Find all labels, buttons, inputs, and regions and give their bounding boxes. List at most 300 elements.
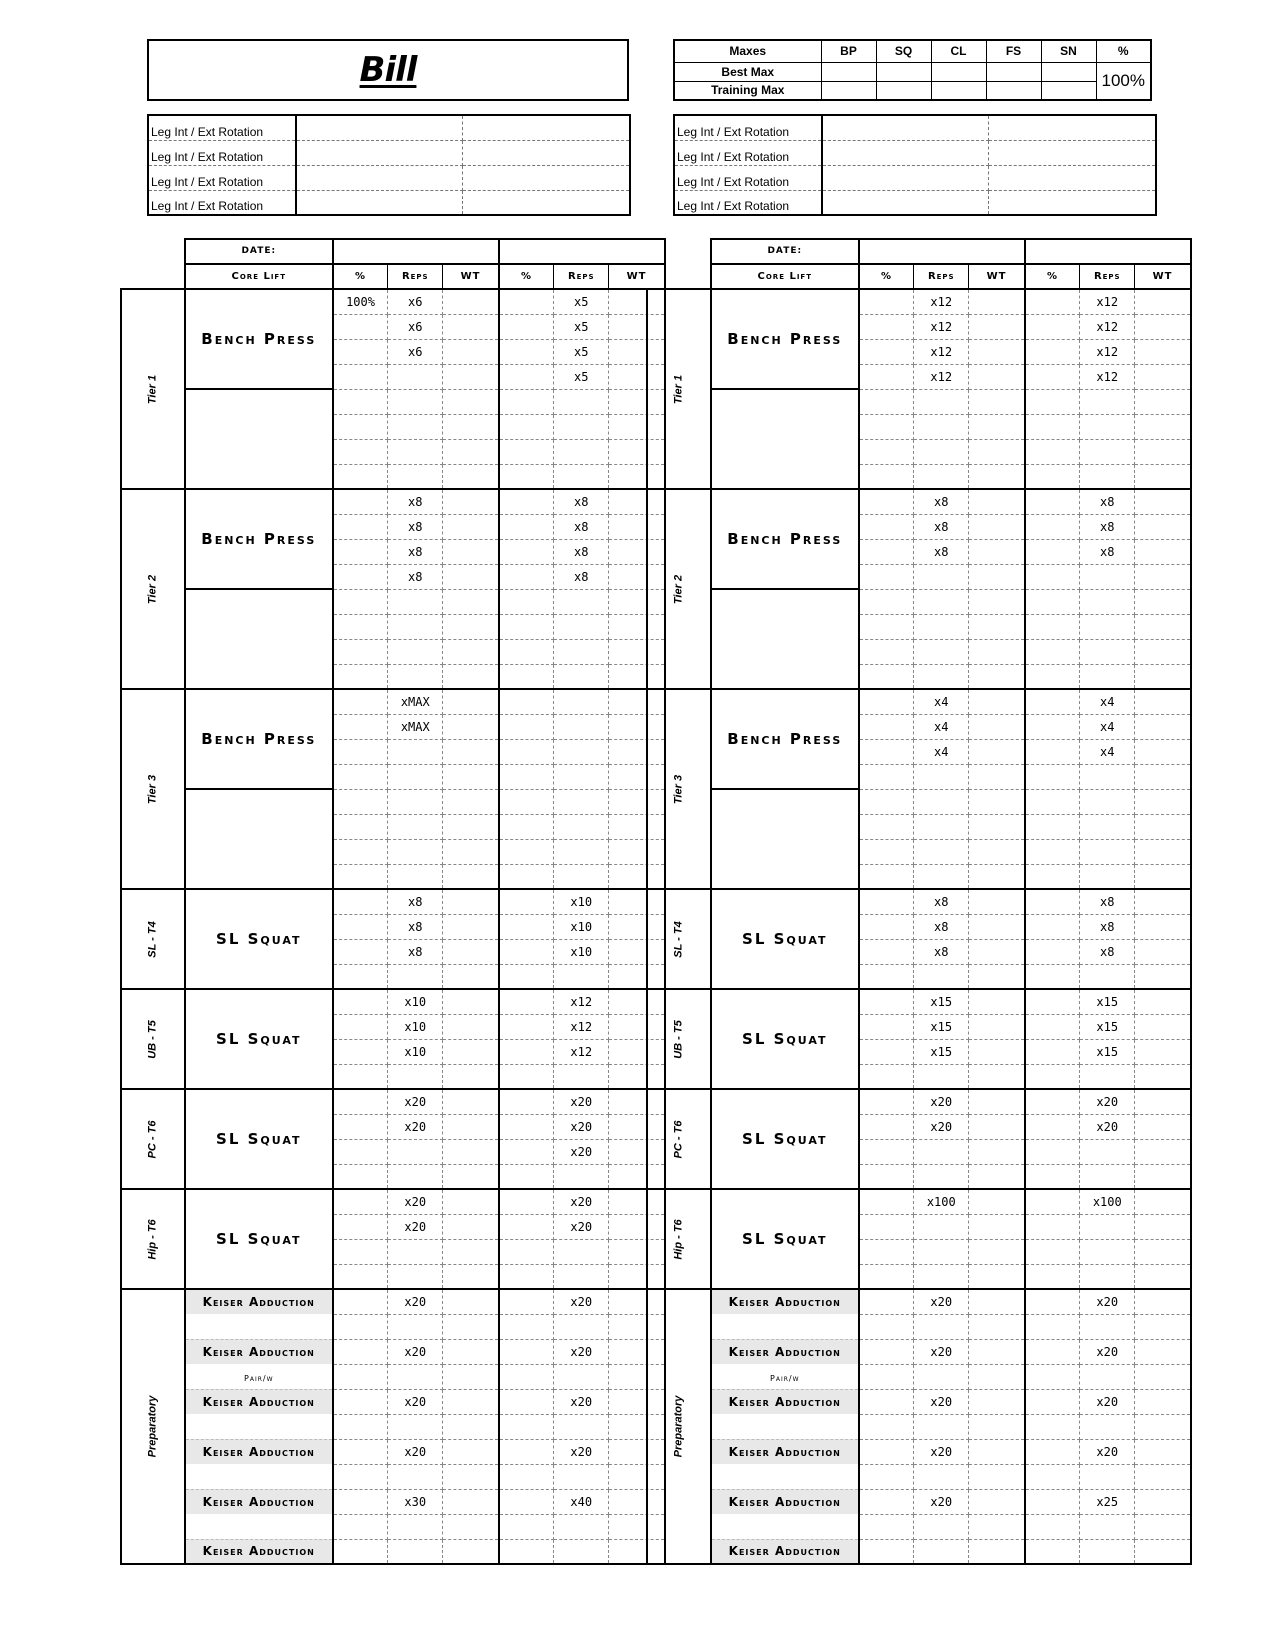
pct-cell[interactable] xyxy=(499,989,554,1014)
reps-cell[interactable] xyxy=(554,464,609,489)
wt-cell[interactable] xyxy=(1135,1364,1191,1389)
pct-cell[interactable] xyxy=(1025,939,1080,964)
rotation-cell[interactable] xyxy=(988,115,1156,140)
reps-cell[interactable] xyxy=(914,1214,969,1239)
reps-cell[interactable] xyxy=(914,564,969,589)
reps-cell[interactable] xyxy=(554,439,609,464)
reps-cell[interactable] xyxy=(1080,1264,1135,1289)
wt-cell[interactable] xyxy=(443,464,499,489)
wt-cell[interactable] xyxy=(969,1014,1025,1039)
reps-cell[interactable] xyxy=(388,1539,443,1564)
pct-cell[interactable] xyxy=(333,1464,388,1489)
wt-cell[interactable] xyxy=(443,1064,499,1089)
wt-cell[interactable] xyxy=(969,1339,1025,1364)
wt-cell[interactable] xyxy=(1135,1389,1191,1414)
reps-cell[interactable] xyxy=(388,864,443,889)
pct-cell[interactable] xyxy=(499,539,554,564)
reps-cell[interactable]: x8 xyxy=(1080,539,1135,564)
pct-cell[interactable] xyxy=(1025,789,1080,814)
pct-cell[interactable] xyxy=(499,889,554,914)
reps-cell[interactable]: x20 xyxy=(554,1139,609,1164)
reps-cell[interactable] xyxy=(1080,1539,1135,1564)
pct-cell[interactable] xyxy=(859,1264,914,1289)
reps-cell[interactable] xyxy=(388,439,443,464)
pct-cell[interactable] xyxy=(859,1239,914,1264)
pct-cell[interactable] xyxy=(333,739,388,764)
rotation-cell[interactable] xyxy=(462,165,630,190)
pct-cell[interactable] xyxy=(333,1014,388,1039)
reps-cell[interactable]: x20 xyxy=(1080,1289,1135,1314)
pct-cell[interactable] xyxy=(859,614,914,639)
pct-cell[interactable] xyxy=(333,614,388,639)
wt-cell[interactable] xyxy=(443,989,499,1014)
wt-cell[interactable] xyxy=(1135,1514,1191,1539)
reps-cell[interactable]: x8 xyxy=(914,489,969,514)
reps-cell[interactable]: x4 xyxy=(1080,739,1135,764)
pct-cell[interactable] xyxy=(499,1414,554,1439)
pct-cell[interactable] xyxy=(1025,1364,1080,1389)
reps-cell[interactable] xyxy=(388,764,443,789)
wt-cell[interactable] xyxy=(969,1314,1025,1339)
rotation-cell[interactable] xyxy=(296,190,462,215)
reps-cell[interactable] xyxy=(388,739,443,764)
pct-cell[interactable] xyxy=(859,964,914,989)
reps-cell[interactable] xyxy=(554,664,609,689)
wt-cell[interactable] xyxy=(1135,939,1191,964)
reps-cell[interactable] xyxy=(1080,664,1135,689)
pct-cell[interactable] xyxy=(499,364,554,389)
pct-cell[interactable] xyxy=(859,889,914,914)
reps-cell[interactable]: x8 xyxy=(554,539,609,564)
pct-cell[interactable] xyxy=(859,339,914,364)
pct-cell[interactable] xyxy=(1025,489,1080,514)
wt-cell[interactable] xyxy=(969,814,1025,839)
reps-cell[interactable] xyxy=(914,614,969,639)
pct-cell[interactable] xyxy=(859,589,914,614)
pct-cell[interactable] xyxy=(499,1289,554,1314)
reps-cell[interactable] xyxy=(554,789,609,814)
wt-cell[interactable] xyxy=(443,1439,499,1464)
reps-cell[interactable]: x12 xyxy=(914,314,969,339)
wt-cell[interactable] xyxy=(443,1239,499,1264)
reps-cell[interactable]: x15 xyxy=(914,1039,969,1064)
reps-cell[interactable]: x4 xyxy=(1080,689,1135,714)
reps-cell[interactable] xyxy=(1080,439,1135,464)
reps-cell[interactable]: x100 xyxy=(1080,1189,1135,1214)
wt-cell[interactable] xyxy=(443,689,499,714)
reps-cell[interactable]: x20 xyxy=(1080,1089,1135,1114)
wt-cell[interactable] xyxy=(443,289,499,314)
reps-cell[interactable]: x12 xyxy=(1080,364,1135,389)
wt-cell[interactable] xyxy=(443,789,499,814)
reps-cell[interactable]: x40 xyxy=(554,1489,609,1514)
rotation-cell[interactable] xyxy=(462,190,630,215)
accessory-lift-slot[interactable] xyxy=(185,389,333,489)
wt-cell[interactable] xyxy=(969,1089,1025,1114)
reps-cell[interactable]: x12 xyxy=(914,289,969,314)
wt-cell[interactable] xyxy=(1135,1539,1191,1564)
wt-cell[interactable] xyxy=(1135,1139,1191,1164)
reps-cell[interactable] xyxy=(914,1514,969,1539)
pct-cell[interactable] xyxy=(499,1014,554,1039)
wt-cell[interactable] xyxy=(1135,1039,1191,1064)
reps-cell[interactable]: x20 xyxy=(1080,1339,1135,1364)
pct-cell[interactable] xyxy=(859,864,914,889)
pct-cell[interactable] xyxy=(333,989,388,1014)
reps-cell[interactable]: x8 xyxy=(914,514,969,539)
wt-cell[interactable] xyxy=(443,964,499,989)
reps-cell[interactable] xyxy=(388,964,443,989)
pct-cell[interactable] xyxy=(499,1189,554,1214)
wt-cell[interactable] xyxy=(443,664,499,689)
wt-cell[interactable] xyxy=(443,339,499,364)
training-max-fs[interactable] xyxy=(986,81,1041,100)
reps-cell[interactable]: x6 xyxy=(388,339,443,364)
pct-cell[interactable] xyxy=(333,814,388,839)
best-max-bp[interactable] xyxy=(821,62,876,81)
reps-cell[interactable] xyxy=(554,964,609,989)
pct-cell[interactable] xyxy=(499,1089,554,1114)
wt-cell[interactable] xyxy=(1135,714,1191,739)
wt-cell[interactable] xyxy=(1135,314,1191,339)
pct-cell[interactable] xyxy=(499,714,554,739)
pct-cell[interactable] xyxy=(333,364,388,389)
rotation-cell[interactable] xyxy=(822,190,988,215)
wt-cell[interactable] xyxy=(1135,1089,1191,1114)
reps-cell[interactable]: x25 xyxy=(1080,1489,1135,1514)
pct-cell[interactable] xyxy=(333,1264,388,1289)
wt-cell[interactable] xyxy=(443,1089,499,1114)
wt-cell[interactable] xyxy=(443,1014,499,1039)
reps-cell[interactable] xyxy=(388,1514,443,1539)
reps-cell[interactable]: x12 xyxy=(914,339,969,364)
pct-cell[interactable] xyxy=(1025,764,1080,789)
reps-cell[interactable] xyxy=(914,864,969,889)
pct-cell[interactable] xyxy=(333,314,388,339)
training-pct-value[interactable]: 100% xyxy=(1096,62,1151,100)
reps-cell[interactable] xyxy=(554,1314,609,1339)
pct-cell[interactable] xyxy=(859,814,914,839)
reps-cell[interactable]: x15 xyxy=(1080,989,1135,1014)
pct-cell[interactable] xyxy=(859,789,914,814)
pct-cell[interactable] xyxy=(333,639,388,664)
reps-cell[interactable]: x10 xyxy=(554,914,609,939)
reps-cell[interactable]: x20 xyxy=(914,1439,969,1464)
pct-cell[interactable] xyxy=(859,1314,914,1339)
pct-cell[interactable] xyxy=(333,1089,388,1114)
wt-cell[interactable] xyxy=(443,914,499,939)
wt-cell[interactable] xyxy=(443,939,499,964)
reps-cell[interactable]: x8 xyxy=(914,539,969,564)
pct-cell[interactable] xyxy=(1025,689,1080,714)
pct-cell[interactable] xyxy=(333,439,388,464)
reps-cell[interactable]: x8 xyxy=(914,939,969,964)
wt-cell[interactable] xyxy=(1135,564,1191,589)
pct-cell[interactable] xyxy=(1025,964,1080,989)
pct-cell[interactable] xyxy=(333,689,388,714)
pct-cell[interactable] xyxy=(859,739,914,764)
reps-cell[interactable]: x20 xyxy=(914,1489,969,1514)
pct-cell[interactable] xyxy=(1025,564,1080,589)
best-max-fs[interactable] xyxy=(986,62,1041,81)
wt-cell[interactable] xyxy=(1135,639,1191,664)
pct-cell[interactable] xyxy=(859,564,914,589)
wt-cell[interactable] xyxy=(443,1114,499,1139)
pct-cell[interactable] xyxy=(499,339,554,364)
wt-cell[interactable] xyxy=(969,1389,1025,1414)
pct-cell[interactable] xyxy=(499,1389,554,1414)
pct-cell[interactable] xyxy=(499,289,554,314)
reps-cell[interactable]: x8 xyxy=(388,539,443,564)
wt-cell[interactable] xyxy=(1135,1339,1191,1364)
pct-cell[interactable] xyxy=(333,1039,388,1064)
accessory-lift-slot[interactable] xyxy=(711,389,859,489)
rotation-cell[interactable] xyxy=(988,140,1156,165)
pct-cell[interactable] xyxy=(1025,864,1080,889)
reps-cell[interactable] xyxy=(1080,814,1135,839)
pct-cell[interactable] xyxy=(499,489,554,514)
wt-cell[interactable] xyxy=(443,839,499,864)
reps-cell[interactable] xyxy=(914,1539,969,1564)
reps-cell[interactable]: x8 xyxy=(1080,939,1135,964)
wt-cell[interactable] xyxy=(969,839,1025,864)
reps-cell[interactable] xyxy=(914,764,969,789)
date-field[interactable] xyxy=(333,239,499,264)
pct-cell[interactable] xyxy=(859,439,914,464)
pct-cell[interactable] xyxy=(859,714,914,739)
reps-cell[interactable] xyxy=(388,1239,443,1264)
pct-cell[interactable] xyxy=(1025,1414,1080,1439)
reps-cell[interactable] xyxy=(914,964,969,989)
pct-cell[interactable] xyxy=(333,864,388,889)
reps-cell[interactable] xyxy=(388,664,443,689)
pct-cell[interactable] xyxy=(333,1114,388,1139)
best-max-cl[interactable] xyxy=(931,62,986,81)
wt-cell[interactable] xyxy=(443,389,499,414)
pct-cell[interactable] xyxy=(859,1464,914,1489)
pct-cell[interactable] xyxy=(333,1389,388,1414)
pct-cell[interactable] xyxy=(333,589,388,614)
pct-cell[interactable] xyxy=(859,1514,914,1539)
pct-cell[interactable] xyxy=(333,539,388,564)
wt-cell[interactable] xyxy=(443,1464,499,1489)
rotation-cell[interactable] xyxy=(462,140,630,165)
pct-cell[interactable] xyxy=(859,1539,914,1564)
rotation-cell[interactable] xyxy=(822,115,988,140)
pct-cell[interactable] xyxy=(1025,539,1080,564)
wt-cell[interactable] xyxy=(443,889,499,914)
wt-cell[interactable] xyxy=(443,314,499,339)
pct-cell[interactable] xyxy=(1025,289,1080,314)
reps-cell[interactable] xyxy=(1080,789,1135,814)
reps-cell[interactable]: x6 xyxy=(388,289,443,314)
reps-cell[interactable]: x12 xyxy=(1080,314,1135,339)
pct-cell[interactable] xyxy=(859,1039,914,1064)
pct-cell[interactable] xyxy=(333,1289,388,1314)
reps-cell[interactable] xyxy=(1080,764,1135,789)
reps-cell[interactable]: x15 xyxy=(1080,1014,1135,1039)
reps-cell[interactable]: x20 xyxy=(554,1339,609,1364)
reps-cell[interactable] xyxy=(914,1139,969,1164)
pct-cell[interactable] xyxy=(333,939,388,964)
reps-cell[interactable] xyxy=(388,814,443,839)
reps-cell[interactable]: x6 xyxy=(388,314,443,339)
reps-cell[interactable] xyxy=(1080,564,1135,589)
reps-cell[interactable] xyxy=(914,1164,969,1189)
wt-cell[interactable] xyxy=(969,1439,1025,1464)
pct-cell[interactable] xyxy=(1025,664,1080,689)
reps-cell[interactable]: x20 xyxy=(1080,1439,1135,1464)
reps-cell[interactable] xyxy=(1080,864,1135,889)
pct-cell[interactable] xyxy=(1025,1114,1080,1139)
pct-cell[interactable] xyxy=(859,1289,914,1314)
pct-cell[interactable] xyxy=(499,1164,554,1189)
wt-cell[interactable] xyxy=(969,764,1025,789)
pct-cell[interactable] xyxy=(1025,589,1080,614)
pct-cell[interactable] xyxy=(499,764,554,789)
reps-cell[interactable]: x4 xyxy=(914,739,969,764)
reps-cell[interactable]: x4 xyxy=(914,689,969,714)
pct-cell[interactable] xyxy=(1025,839,1080,864)
reps-cell[interactable] xyxy=(388,1364,443,1389)
wt-cell[interactable] xyxy=(969,664,1025,689)
pct-cell[interactable] xyxy=(333,964,388,989)
pct-cell[interactable] xyxy=(859,839,914,864)
wt-cell[interactable] xyxy=(443,1314,499,1339)
pct-cell[interactable] xyxy=(1025,439,1080,464)
pct-cell[interactable] xyxy=(1025,1214,1080,1239)
pct-cell[interactable] xyxy=(499,1464,554,1489)
reps-cell[interactable]: x8 xyxy=(388,564,443,589)
pct-cell[interactable] xyxy=(499,414,554,439)
reps-cell[interactable] xyxy=(1080,1064,1135,1089)
pct-cell[interactable] xyxy=(859,1339,914,1364)
pct-cell[interactable] xyxy=(1025,1314,1080,1339)
pct-cell[interactable] xyxy=(1025,1264,1080,1289)
date-field[interactable] xyxy=(499,239,665,264)
wt-cell[interactable] xyxy=(443,514,499,539)
wt-cell[interactable] xyxy=(969,864,1025,889)
pct-cell[interactable] xyxy=(859,464,914,489)
pct-cell[interactable] xyxy=(1025,389,1080,414)
reps-cell[interactable]: x12 xyxy=(914,364,969,389)
reps-cell[interactable] xyxy=(914,414,969,439)
reps-cell[interactable]: x20 xyxy=(388,1439,443,1464)
pct-cell[interactable] xyxy=(1025,1189,1080,1214)
wt-cell[interactable] xyxy=(1135,539,1191,564)
reps-cell[interactable] xyxy=(554,589,609,614)
wt-cell[interactable] xyxy=(443,1214,499,1239)
pct-cell[interactable] xyxy=(859,289,914,314)
wt-cell[interactable] xyxy=(1135,1164,1191,1189)
reps-cell[interactable] xyxy=(554,1064,609,1089)
pct-cell[interactable] xyxy=(499,1514,554,1539)
wt-cell[interactable] xyxy=(969,489,1025,514)
reps-cell[interactable] xyxy=(554,814,609,839)
wt-cell[interactable] xyxy=(443,1039,499,1064)
wt-cell[interactable] xyxy=(969,614,1025,639)
wt-cell[interactable] xyxy=(1135,589,1191,614)
pct-cell[interactable] xyxy=(859,1389,914,1414)
reps-cell[interactable] xyxy=(914,664,969,689)
wt-cell[interactable] xyxy=(1135,614,1191,639)
wt-cell[interactable] xyxy=(443,1264,499,1289)
reps-cell[interactable] xyxy=(1080,389,1135,414)
wt-cell[interactable] xyxy=(1135,689,1191,714)
pct-cell[interactable] xyxy=(859,989,914,1014)
reps-cell[interactable] xyxy=(388,1264,443,1289)
reps-cell[interactable] xyxy=(914,589,969,614)
pct-cell[interactable] xyxy=(333,1439,388,1464)
pct-cell[interactable] xyxy=(1025,1164,1080,1189)
wt-cell[interactable] xyxy=(969,1489,1025,1514)
pct-cell[interactable] xyxy=(499,689,554,714)
reps-cell[interactable] xyxy=(914,439,969,464)
reps-cell[interactable] xyxy=(554,1414,609,1439)
reps-cell[interactable] xyxy=(554,1164,609,1189)
wt-cell[interactable] xyxy=(443,1339,499,1364)
pct-cell[interactable] xyxy=(499,664,554,689)
reps-cell[interactable]: x5 xyxy=(554,289,609,314)
training-max-cl[interactable] xyxy=(931,81,986,100)
wt-cell[interactable] xyxy=(969,364,1025,389)
pct-cell[interactable] xyxy=(859,314,914,339)
reps-cell[interactable]: x10 xyxy=(388,989,443,1014)
wt-cell[interactable] xyxy=(1135,439,1191,464)
wt-cell[interactable] xyxy=(443,1414,499,1439)
pct-cell[interactable]: 100% xyxy=(333,289,388,314)
pct-cell[interactable] xyxy=(1025,1089,1080,1114)
pct-cell[interactable] xyxy=(1025,1239,1080,1264)
reps-cell[interactable] xyxy=(554,1264,609,1289)
reps-cell[interactable] xyxy=(388,1064,443,1089)
reps-cell[interactable] xyxy=(554,764,609,789)
reps-cell[interactable] xyxy=(1080,614,1135,639)
pct-cell[interactable] xyxy=(333,1139,388,1164)
wt-cell[interactable] xyxy=(443,439,499,464)
reps-cell[interactable] xyxy=(554,1239,609,1264)
wt-cell[interactable] xyxy=(1135,789,1191,814)
reps-cell[interactable] xyxy=(914,389,969,414)
reps-cell[interactable]: x12 xyxy=(1080,339,1135,364)
pct-cell[interactable] xyxy=(333,564,388,589)
wt-cell[interactable] xyxy=(443,739,499,764)
wt-cell[interactable] xyxy=(969,889,1025,914)
pct-cell[interactable] xyxy=(333,1514,388,1539)
wt-cell[interactable] xyxy=(443,1539,499,1564)
pct-cell[interactable] xyxy=(1025,1489,1080,1514)
rotation-cell[interactable] xyxy=(822,165,988,190)
wt-cell[interactable] xyxy=(1135,739,1191,764)
pct-cell[interactable] xyxy=(859,539,914,564)
pct-cell[interactable] xyxy=(1025,639,1080,664)
wt-cell[interactable] xyxy=(969,789,1025,814)
pct-cell[interactable] xyxy=(1025,739,1080,764)
pct-cell[interactable] xyxy=(499,964,554,989)
reps-cell[interactable] xyxy=(554,864,609,889)
reps-cell[interactable]: x5 xyxy=(554,339,609,364)
reps-cell[interactable] xyxy=(1080,414,1135,439)
reps-cell[interactable]: x20 xyxy=(388,1339,443,1364)
reps-cell[interactable] xyxy=(388,1164,443,1189)
reps-cell[interactable]: x4 xyxy=(1080,714,1135,739)
pct-cell[interactable] xyxy=(333,1364,388,1389)
wt-cell[interactable] xyxy=(1135,814,1191,839)
wt-cell[interactable] xyxy=(1135,964,1191,989)
pct-cell[interactable] xyxy=(333,789,388,814)
reps-cell[interactable] xyxy=(554,689,609,714)
wt-cell[interactable] xyxy=(1135,1264,1191,1289)
